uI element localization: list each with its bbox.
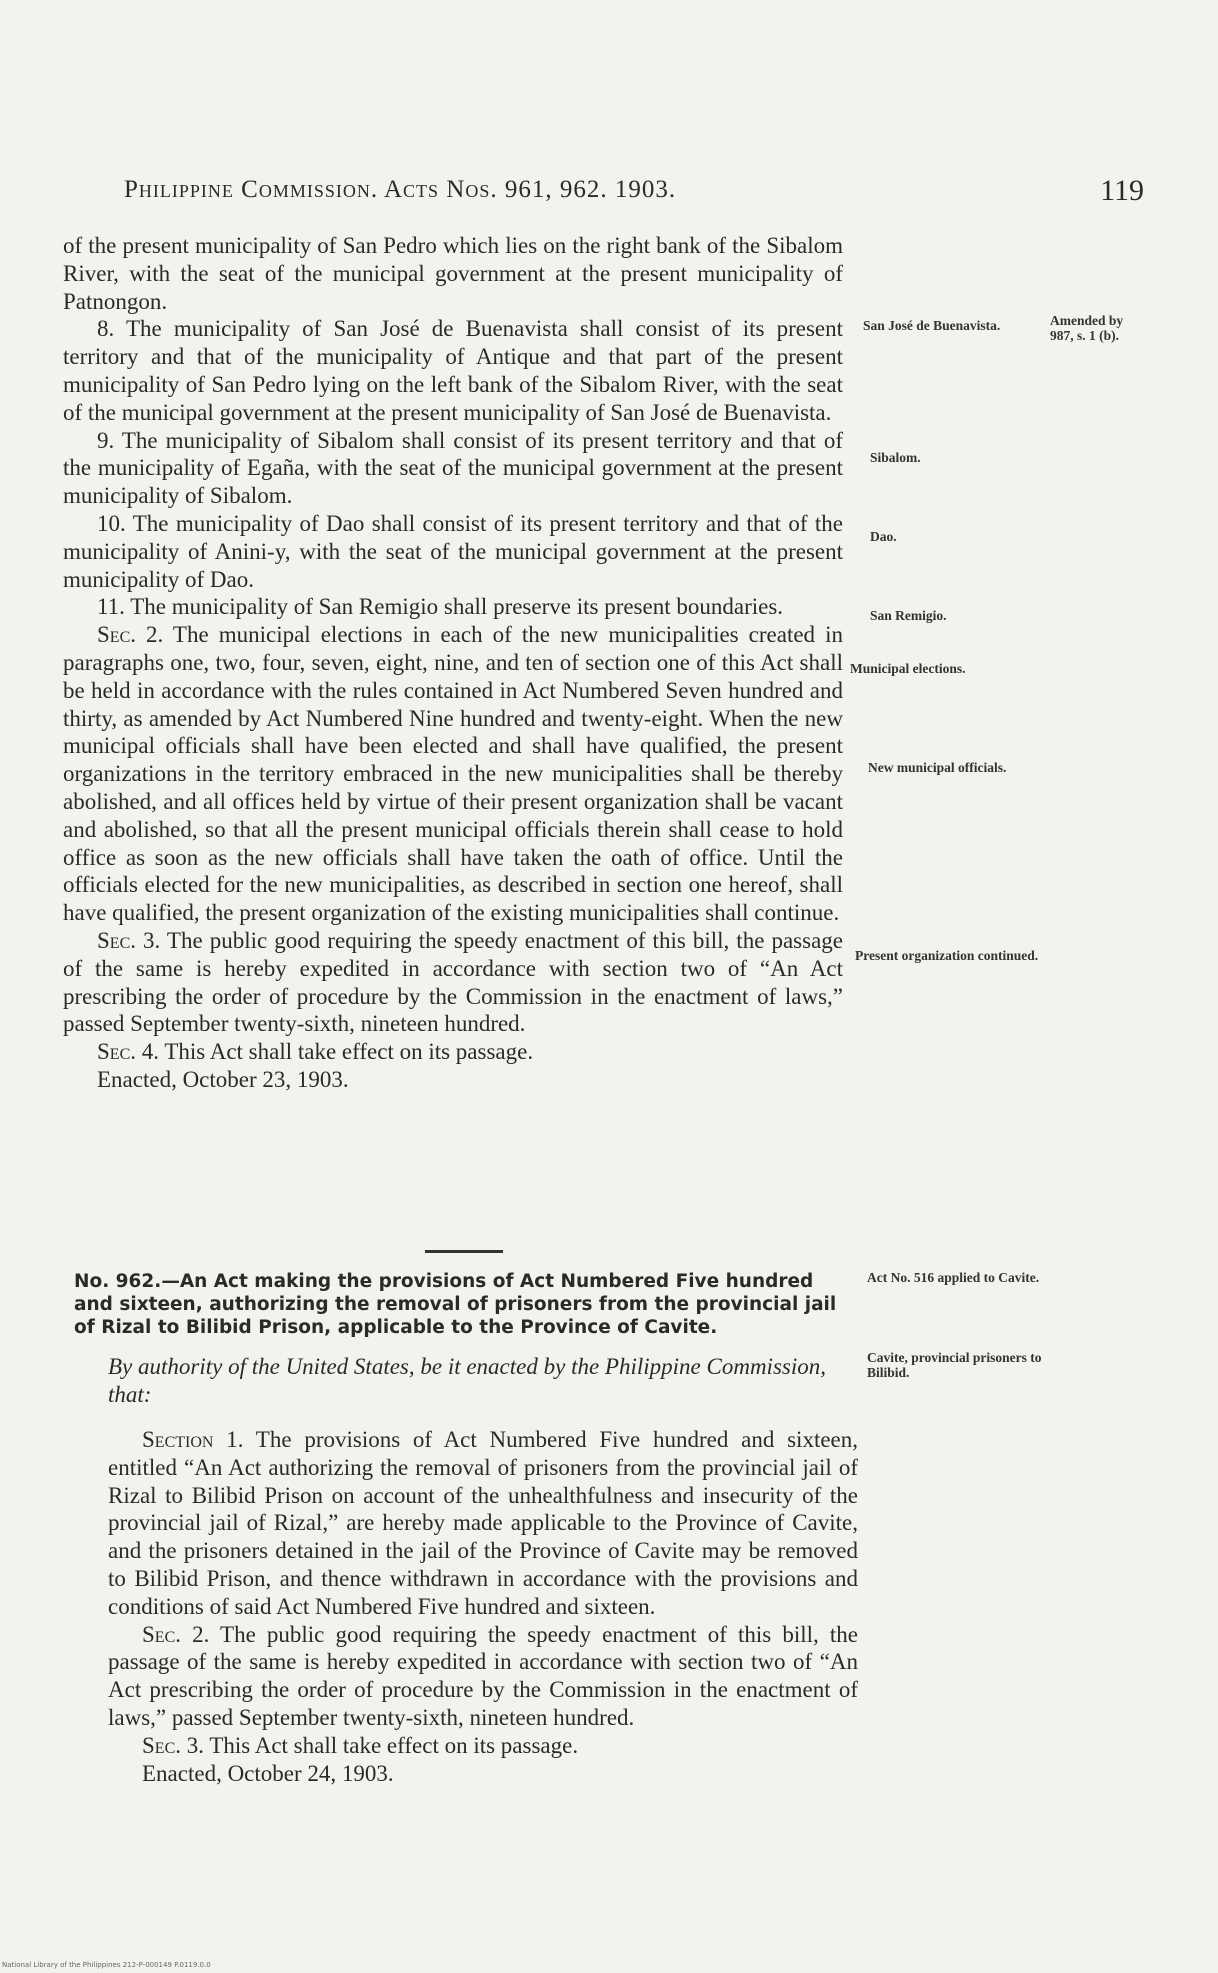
page-header — [124, 176, 1144, 216]
margin-note-dao: Dao. — [870, 529, 897, 544]
section-4-text: This Act shall take effect on its passage. — [159, 1039, 534, 1065]
section-3-label: Sec. 3. — [97, 927, 161, 953]
act-962-section-3-label: Sec. 3. — [142, 1732, 204, 1758]
margin-note-san-jose: San José de Buenavista. — [863, 318, 1001, 333]
margin-note-san-remigio: San Remigio. — [870, 608, 947, 623]
act-962-body — [108, 1426, 858, 1787]
margin-note-cavite: Cavite, provincial prisoners to Bilibid. — [867, 1350, 1042, 1380]
section-divider — [425, 1250, 503, 1253]
margin-note-act-516: Act No. 516 applied to Cavite. — [867, 1270, 1040, 1285]
act-962-title — [74, 1270, 854, 1339]
section-2-text: The municipal elections in each of the new municipalities created in paragraphs one, two, four, seven, eight, nine, and ten of section one of this Act shall be held in accordance with the rules contained in Act Numbered Seven hundred and thirty, as amended by Act Numbered Nine hundred and twenty-eight. When the new municipal officials shall have been elected and shall have qualified, the present organizations in the territory embraced in the new municipalities shall be thereby abolished, and all offices held by virtue of their present organization shall be vacant and abolished, so that all the present municipal officials therein shall cease to hold office as soon as the new officials shall have taken the oath of office. Until the officials elected for the new municipalities, as described in section one hereof, shall have qualified, the present organization of the existing municipalities shall continue. — [63, 622, 843, 926]
paragraph-9: 9. The municipality of Sibalom shall consist of its present territory and that of the municipality of Egaña, with the seat of the municipal government at the present municipality of Sibalom. — [63, 427, 843, 509]
section-4 — [63, 1038, 843, 1066]
act-962-section-2-text: The public good requiring the speedy enactment of this bill, the passage of the same is hereby expedited in accordance with section two of “An Act prescribing the order of procedure by the Commission in the enactment of laws,” passed September twenty-sixth, nineteen hundred. — [108, 1621, 858, 1730]
act-962-enacted-date: Enacted, October 24, 1903. — [142, 1760, 394, 1786]
act-962-section-2-label: Sec. 2. — [142, 1621, 210, 1647]
act-962-section-3 — [108, 1732, 858, 1760]
enacting-clause: By authority of the United States, be it enacted by the Philippine Commission, that: — [108, 1354, 826, 1407]
act-962-number: No. 962. — [74, 1271, 162, 1292]
margin-note-amended: Amended by 987, s. 1 (b). — [1050, 313, 1124, 343]
enacted-date: Enacted, October 23, 1903. — [97, 1066, 349, 1092]
paragraph-8: 8. The municipality of San José de Buenavista shall consist of its present territory and that of the municipality of Antique and that part of the present municipality of San Pedro lying on the left bank of the Sibalom River, with the seat of the municipal government at the present municipality of San José de Buenavista. — [63, 316, 843, 425]
running-head: Philippine Commission. Acts Nos. 961, 962. 1903. — [124, 176, 677, 203]
section-3 — [63, 927, 843, 1038]
margin-note-elections: Municipal elections. — [850, 661, 966, 676]
section-2 — [63, 621, 843, 927]
section-2-label: Sec. 2. — [97, 622, 164, 648]
act-962-section-2 — [108, 1621, 858, 1732]
act-961-continuation — [63, 232, 843, 1094]
section-4-label: Sec. 4. — [97, 1039, 159, 1065]
page-number: 119 — [1100, 174, 1144, 207]
margin-note-officials: New municipal officials. — [868, 760, 1007, 775]
margin-note-sibalom: Sibalom. — [870, 450, 921, 465]
paragraph-11: 11. The municipality of San Remigio shall preserve its present boundaries. — [97, 594, 784, 620]
act-962-section-3-text: This Act shall take effect on its passage. — [204, 1732, 579, 1758]
act-962-title-text: —An Act making the provisions of Act Numbered Five hundred and sixteen, authorizing the removal of prisoners from the provincial jail of Rizal to Bilibid Prison, applicable to the Province of Cavite. — [74, 1271, 837, 1338]
section-3-text: The public good requiring the speedy enactment of this bill, the passage of the same is hereby expedited in accordance with section two of “An Act prescribing the order of procedure by the Commission in the enactment of laws,” passed September twenty-sixth, nineteen hundred. — [63, 927, 843, 1037]
scan-footer: National Library of the Philippines 212-P-000149 P.0119.0.0 — [2, 1961, 211, 1969]
margin-note-present-org: Present organization continued. — [855, 948, 1039, 963]
act-962-section-1-text: The provisions of Act Numbered Five hundred and sixteen, entitled “An Act authorizing the removal of prisoners from the provincial jail of Rizal to Bilibid Prison on account of the unhealthfulness and insecurity of the provincial jail of Rizal,” are hereby made applicable to the Province of Cavite, and the prisoners detained in the jail of the Province of Cavite may be removed to Bilibid Prison, and thence withdrawn in accordance with the provisions and conditions of said Act Numbered Five hundred and sixteen. — [108, 1427, 858, 1619]
act-962-section-1-label: Section 1. — [142, 1427, 244, 1452]
act-962-section-1 — [108, 1426, 858, 1621]
paragraph-10: 10. The municipality of Dao shall consist of its present territory and that of the municipality of Anini-y, with the seat of the municipal government at the present municipality of Dao. — [63, 510, 843, 592]
paragraph-7-continued: of the present municipality of San Pedro which lies on the right bank of the Sibalom River, with the seat of the municipal government at the present municipality of Patnongon. — [63, 233, 843, 314]
